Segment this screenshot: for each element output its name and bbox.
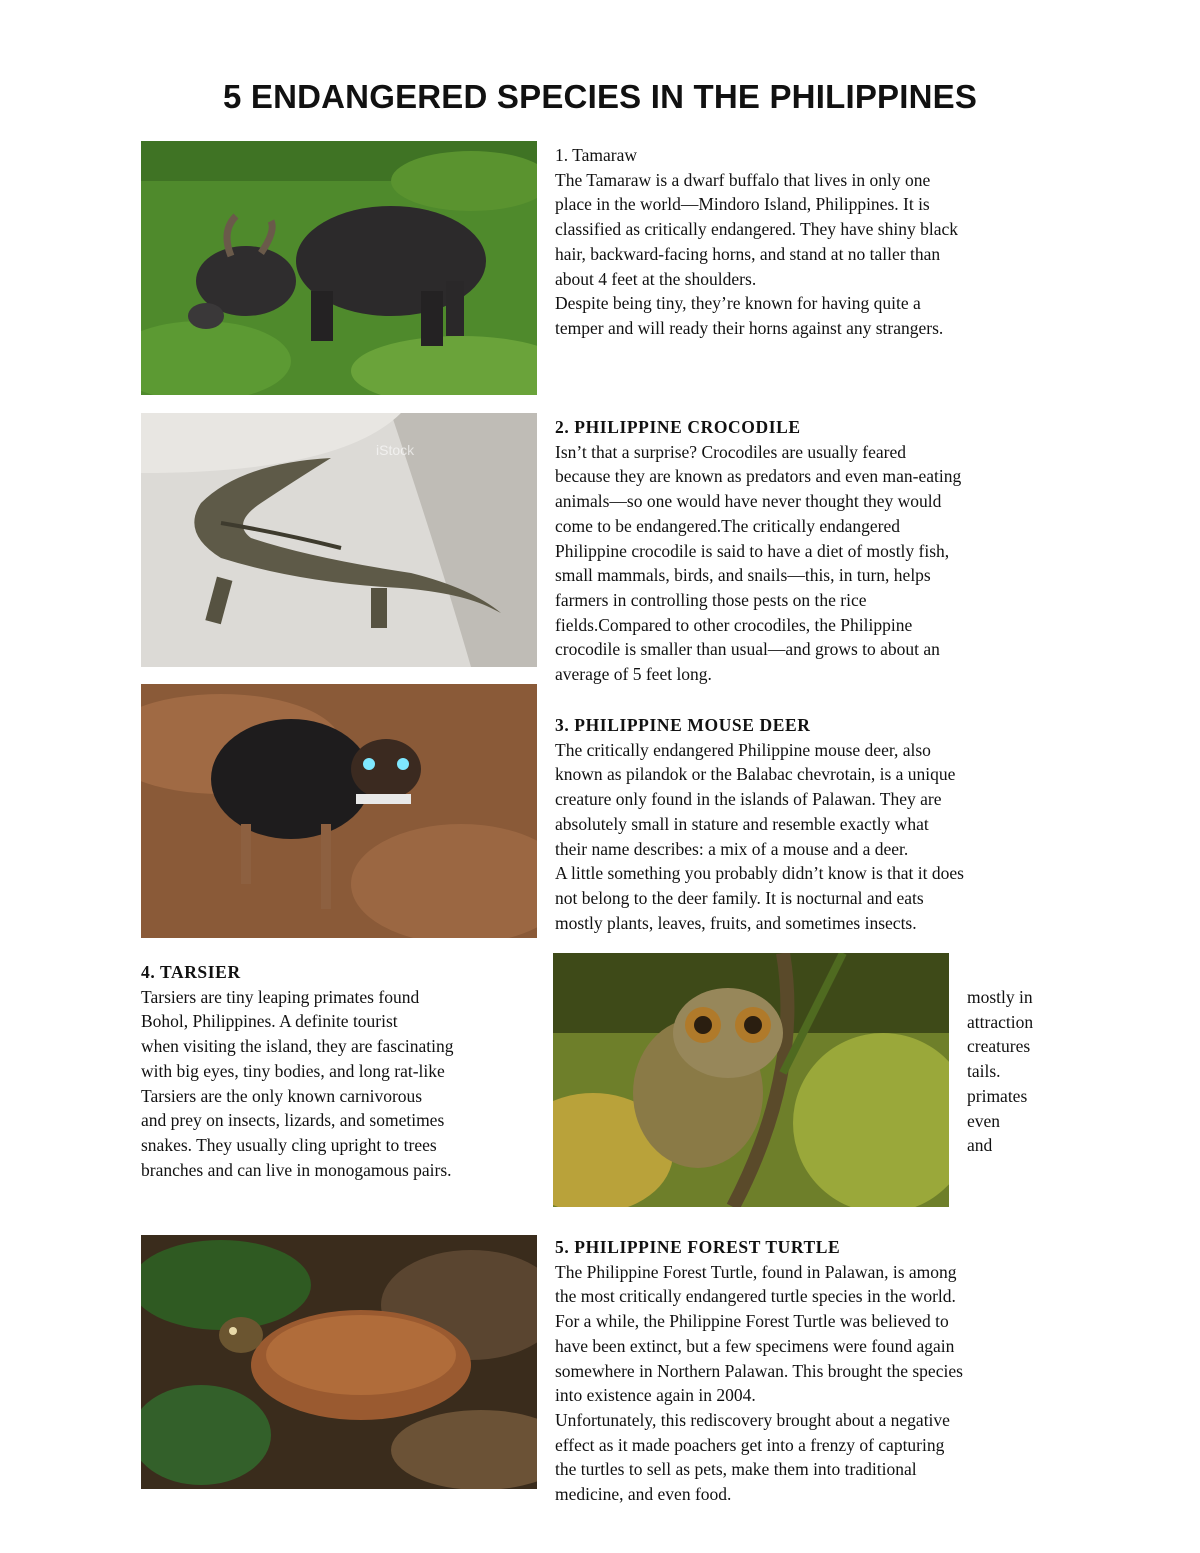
text-line: and prey on insects, lizards, and sometimes [141,1110,445,1131]
text-line: come to be endangered.The critically endangered [555,515,900,536]
text-line: attraction [967,1011,1034,1032]
crocodile-heading: 2. PHILIPPINE CROCODILE [555,417,801,437]
text-line: even [967,1110,1001,1131]
text-line: absolutely small in stature and resemble exactly what [555,813,929,834]
text-line: and [967,1135,993,1156]
page-title: 5 ENDANGERED SPECIES IN THE PHILIPPINES [222,78,978,115]
forest-turtle-heading: 5. PHILIPPINE FOREST TURTLE [555,1237,841,1257]
text-line: crocodile is smaller than usual—and grows to about an [555,639,940,660]
mouse-deer-section [555,713,964,935]
text-line: when visiting the island, they are fascinating [141,1036,454,1057]
text-line: creatures [967,1036,1031,1057]
text-line: A little something you probably didn’t know is that it does [555,863,964,884]
text-line: Isn’t that a surprise? Crocodiles are usually feared [555,441,907,462]
text-line: primates [967,1085,1028,1106]
tamaraw-section [555,143,958,341]
tarsier-section [141,960,454,1182]
text-line: the most critically endangered turtle species in the world. [555,1286,956,1307]
text-line: temper and will ready their horns against any strangers. [555,317,944,338]
text-line: Unfortunately, this rediscovery brought about a negative [555,1409,950,1430]
text-line: Tarsiers are tiny leaping primates found [141,986,420,1007]
tarsier-overflow-column [967,985,1033,1158]
text-line: mostly in [967,987,1033,1007]
text-line: the turtles to sell as pets, make them into traditional [555,1459,917,1480]
text-line: with big eyes, tiny bodies, and long rat-like [141,1060,445,1081]
text-line: The Tamaraw is a dwarf buffalo that lives in only one [555,169,931,190]
forest-turtle-photo [141,1235,537,1489]
text-line: branches and can live in monogamous pairs. [141,1159,452,1180]
text-line: For a while, the Philippine Forest Turtle was believed to [555,1311,949,1332]
mouse-deer-photo [141,684,537,938]
forest-turtle-section [555,1235,963,1507]
mouse-deer-heading: 3. PHILIPPINE MOUSE DEER [555,715,811,735]
text-line: somewhere in Northern Palawan. This brought the species [555,1360,963,1381]
text-line: small mammals, birds, and snails—this, in turn, helps [555,565,931,586]
text-line: average of 5 feet long. [555,664,712,685]
text-line: about 4 feet at the shoulders. [555,268,757,289]
text-line: The Philippine Forest Turtle, found in Palawan, is among [555,1261,957,1282]
crocodile-section [555,415,961,687]
text-line: farmers in controlling those pests on the rice [555,589,867,610]
text-line: Tarsiers are the only known carnivorous [141,1085,423,1106]
text-line: into existence again in 2004. [555,1385,756,1406]
crocodile-photo [141,413,537,667]
tarsier-photo [553,953,949,1207]
text-line: place in the world—Mindoro Island, Philippines. It is [555,194,930,215]
tarsier-heading: 4. TARSIER [141,962,241,982]
text-line: mostly plants, leaves, fruits, and sometimes insects. [555,912,917,933]
text-line: classified as critically endangered. They have shiny black [555,219,958,240]
crocodile-photo-watermark: iStock [376,442,415,458]
text-line: not belong to the deer family. It is nocturnal and eats [555,887,924,908]
text-line: tails. [967,1061,1001,1082]
text-line: The critically endangered Philippine mouse deer, also [555,739,931,760]
text-line: snakes. They usually cling upright to trees [141,1134,437,1155]
text-line: fields.Compared to other crocodiles, the Philippine [555,614,913,635]
text-line: have been extinct, but a few specimens were found again [555,1335,955,1356]
tamaraw-photo [141,141,537,395]
text-line: animals—so one would have never thought they would [555,491,942,512]
tamaraw-heading: 1. Tamaraw [555,145,638,165]
text-line: medicine, and even food. [555,1484,732,1505]
text-line: Despite being tiny, they’re known for having quite a [555,293,921,314]
text-line: hair, backward-facing horns, and stand at no taller than [555,243,941,264]
text-line: their name describes: a mix of a mouse and a deer. [555,838,909,859]
text-line: creature only found in the islands of Palawan. They are [555,789,942,810]
text-line: known as pilandok or the Balabac chevrotain, is a unique [555,764,956,785]
text-line: effect as it made poachers get into a frenzy of capturing [555,1434,945,1455]
text-line: because they are known as predators and even man-eating [555,466,962,487]
text-line: Philippine crocodile is said to have a diet of mostly fish, [555,540,950,561]
text-line: Bohol, Philippines. A definite tourist [141,1011,398,1032]
